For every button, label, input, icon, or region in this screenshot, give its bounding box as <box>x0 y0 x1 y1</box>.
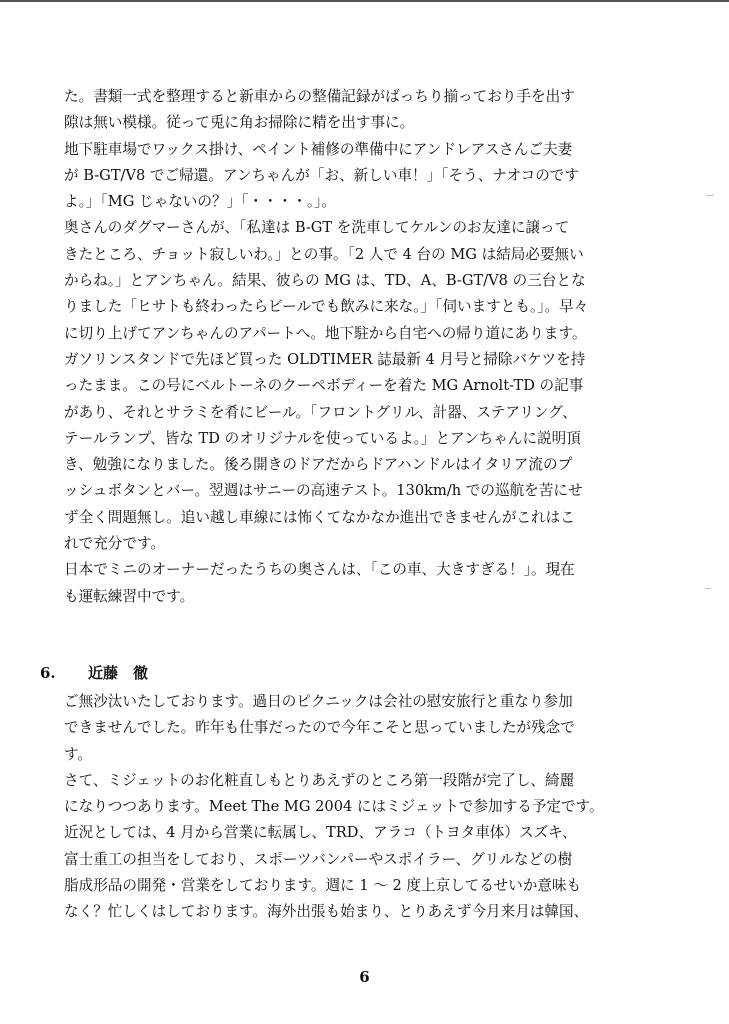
text-line: きたところ、チョット寂しいわ。」との事。「2 人で 4 台の MG は結局必要無い <box>64 245 584 263</box>
text-line: 富士重工の担当をしており、スポーツバンパーやスポイラー、グリルなどの樹 <box>64 850 573 868</box>
text-line: 日本でミニのオーナーだったうちの奥さんは、「この車、大きすぎる！」。現在 <box>64 561 575 579</box>
text-line: た。書類一式を整理すると新車からの整備記録がばっちり揃っており手を出す <box>64 88 575 105</box>
text-line: できませんでした。昨年も仕事だったので今年こそと思っていましたが残念で <box>64 719 575 737</box>
text-line: き、勉強になりました。後ろ開きのドアだからドアハンドルはイタリア流のプ <box>64 456 573 474</box>
text-line: なく？忙しくはしております。海外出張も始まり、とりあえず今月来月は韓国、 <box>64 903 589 921</box>
paragraph <box>64 768 604 926</box>
paragraph <box>64 557 604 610</box>
section-number: 6. <box>40 664 56 682</box>
text-line: が B-GT/V8 でご帰還。アンちゃんが「お、新しい車！」「そう、ナオコのです <box>64 166 579 184</box>
text-line: よ。」「MG じゃないの？」「・・・・。」。 <box>64 193 337 211</box>
text-line: ッシュボタンとバー。翌週はサニーの高速テスト。130km/h での巡航を苦にせ <box>64 482 583 500</box>
text-line: になりつつあります。Meet The MG 2004 にはミジェットで参加する予定です。 <box>64 798 604 816</box>
text-line: があり、それとサラミを肴にビール。「フロントグリル、計器、ステアリング、 <box>64 403 577 421</box>
section-1-body <box>64 84 604 610</box>
text-line: さて、ミジェットのお化粧直しもとりあえずのところ第一段階が完了し、綺麗 <box>64 771 575 789</box>
page-number: 6 <box>359 968 370 986</box>
text-line: も運転練習中です。 <box>64 587 195 605</box>
author-name: 近藤 徹 <box>88 664 149 682</box>
text-line: ガソリンスタンドで先ほど買った OLDTIMER 誌最新 4 月号と掃除バケツを持 <box>64 350 586 368</box>
scan-speck <box>706 195 714 196</box>
scan-speck <box>705 588 711 589</box>
paragraph <box>64 215 604 557</box>
paragraph <box>64 137 604 216</box>
text-line: す。 <box>64 745 93 763</box>
text-line: に切り上げてアンちゃんのアパートへ。地下駐から自宅への帰り道にあります。 <box>64 324 587 342</box>
section-6-body <box>64 689 604 926</box>
text-line: 脂成形品の開発・営業をしております。週に 1 ～ 2 度上京してるせいか意味も <box>64 877 582 895</box>
text-line: 近況としては、4 月から営業に転属し、TRD、アラコ（トヨタ車体）スズキ、 <box>64 824 577 842</box>
text-line: ず全く問題無し。追い越し車線には怖くてなかなか進出できませんがこれはこ <box>64 508 575 526</box>
text-line: ご無沙汰いたしております。過日のピクニックは会社の慰安旅行と重なり参加 <box>64 693 573 710</box>
scan-top-edge <box>0 0 729 2</box>
section-heading <box>40 662 148 683</box>
text-line: 隙は無い模様。従って兎に角お掃除に精を出す事に。 <box>64 114 415 132</box>
paragraph <box>64 84 604 137</box>
text-line: からね。」とアンちゃん。結果、彼らの MG は、TD、A、B-GT/V8 の三台とな <box>64 272 586 290</box>
text-line: ったまま。この号にベルトーネのクーペボディーを着た MG Arnolt-TD の記事 <box>64 377 584 395</box>
text-line: テールランプ、皆な TD のオリジナルを使っているよ。」とアンちゃんに説明頂 <box>64 429 581 447</box>
text-line: 地下駐車場でワックス掛け、ペイント補修の準備中にアンドレアスさんご夫妻 <box>64 140 573 158</box>
text-line: りました「ヒサトも終わったらビールでも飲みに来な。」「伺いますとも。」。早々 <box>64 298 589 316</box>
paragraph <box>64 689 604 768</box>
text-line: 奥さんのダグマーさんが、「私達は B-GT を洗車してケルンのお友達に譲って <box>64 219 570 237</box>
text-line: れで充分です。 <box>64 535 165 553</box>
